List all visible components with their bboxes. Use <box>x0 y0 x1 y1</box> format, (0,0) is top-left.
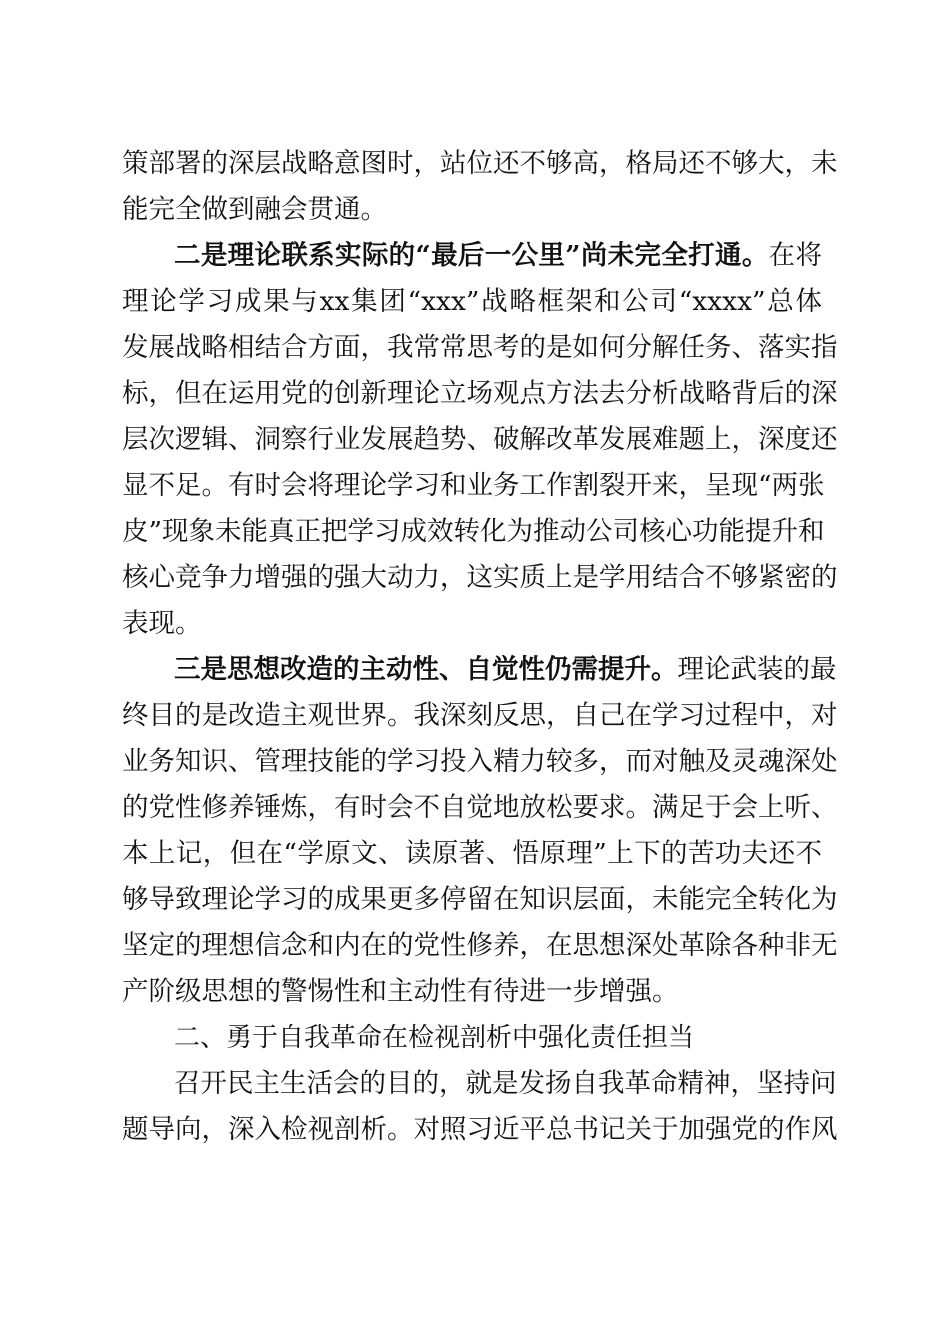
body-text-line: 坚定的理想信念和内在的党性修养，在思想深处革除各种非无 <box>122 930 838 961</box>
body-text-line: 表现。 <box>122 608 202 639</box>
body-text-line: 产阶级思想的警惕性和主动性有待进一步增强。 <box>122 976 679 1007</box>
body-text-line: 的党性修养锤炼，有时会不自觉地放松要求。满足于会上听、 <box>122 792 838 823</box>
body-text-line: 发展战略相结合方面，我常常思考的是如何分解任务、落实指 <box>122 332 838 363</box>
body-text-line: 层次逻辑、洞察行业发展趋势、破解改革发展难题上，深度还 <box>122 424 838 455</box>
body-text-line: 本上记，但在“学原文、读原著、悟原理”上下的苦功夫还不 <box>122 838 822 869</box>
paragraph-3-lead: 三是思想改造的主动性、自觉性仍需提升。 <box>174 654 678 685</box>
paragraph-2-text: 在将 <box>768 240 822 271</box>
body-text-line: 显不足。有时会将理论学习和业务工作割裂开来，呈现“两张 <box>122 470 825 501</box>
paragraph-3-text: 理论武装的最 <box>677 654 837 685</box>
body-text-line: 终目的是改造主观世界。我深刻反思，自己在学习过程中，对 <box>122 700 838 731</box>
body-text-line: 题导向，深入检视剖析。对照习近平总书记关于加强党的作风 <box>122 1114 838 1145</box>
body-text-line: 策部署的深层战略意图时，站位还不够高，格局还不够大，未 <box>122 148 838 179</box>
body-text-line: 标，但在运用党的创新理论立场观点方法去分析战略背后的深 <box>122 378 838 409</box>
body-text-line: 召开民主生活会的目的，就是发扬自我革命精神，坚持问 <box>174 1068 837 1099</box>
body-text-line: 核心竞争力增强的强大动力，这实质上是学用结合不够紧密的 <box>122 562 838 593</box>
section-heading: 二、勇于自我革命在检视剖析中强化责任担当 <box>174 1023 695 1053</box>
body-text-line: 够导致理论学习的成果更多停留在知识层面，未能完全转化为 <box>122 884 838 915</box>
body-text-line: 理论学习成果与xx集团“xxx”战略框架和公司“xxxx”总体 <box>122 286 822 317</box>
body-text-line: 能完全做到融会贯通。 <box>122 194 387 225</box>
paragraph-2 <box>174 232 822 280</box>
body-text-line: 业务知识、管理技能的学习投入精力较多，而对触及灵魂深处 <box>122 746 838 777</box>
body-text-line: 皮”现象未能真正把学习成效转化为推动公司核心功能提升和 <box>122 516 825 547</box>
paragraph-2-lead: 二是理论联系实际的“最后一公里”尚未完全打通。 <box>174 240 769 271</box>
paragraph-3 <box>174 646 837 694</box>
